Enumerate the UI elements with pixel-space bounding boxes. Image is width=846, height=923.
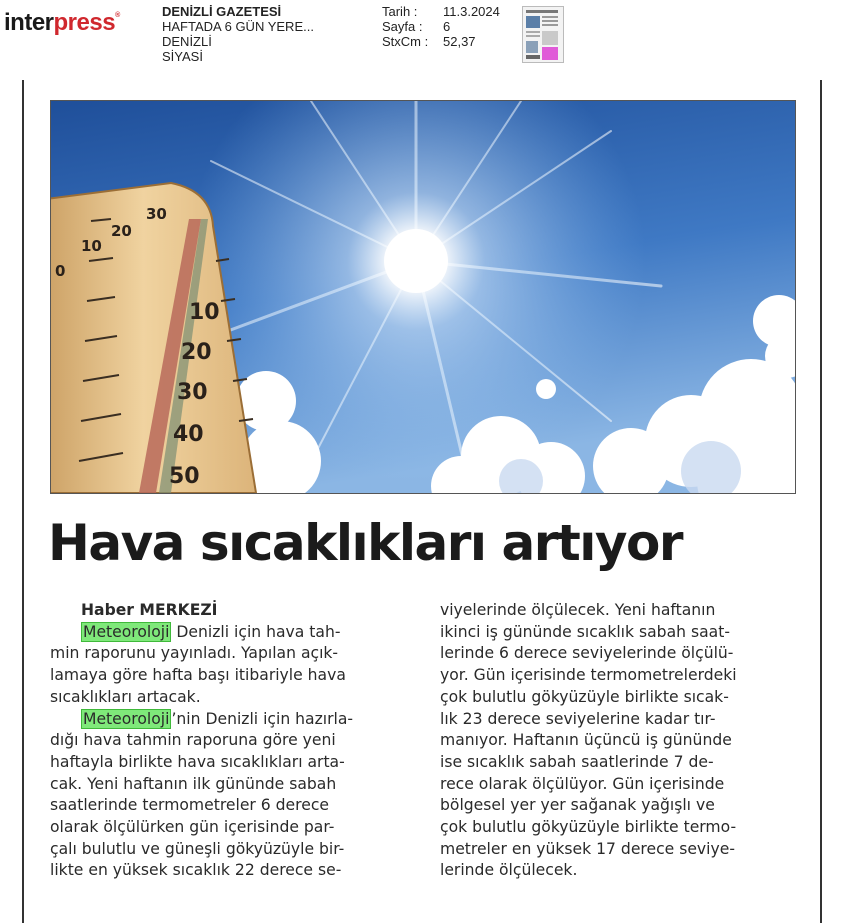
- text-line: viyelerinde ölçülecek. Yeni haftanın: [440, 601, 716, 619]
- article-column-1: [50, 600, 412, 882]
- thermo-num: 30: [177, 380, 208, 405]
- meta-page: Sayfa : 6: [382, 19, 451, 34]
- thermo-num: 10: [81, 237, 102, 255]
- highlighted-term[interactable]: Meteoroloji: [83, 622, 170, 641]
- text-line: Meteoroloji ’nin Denizli için hazırla-: [83, 709, 354, 728]
- article-byline: Haber MERKEZİ: [81, 601, 218, 619]
- text-line: saatlerinde termometreler 6 derece: [50, 796, 329, 815]
- thermo-num: 0: [55, 262, 66, 280]
- text-line: sıcaklıkları artacak.: [50, 687, 201, 706]
- text-line: çok bulutlu gökyüzüyle birlikte termo-: [440, 818, 737, 837]
- thermo-num: 50: [169, 464, 200, 489]
- article-column-2: [440, 600, 800, 882]
- text-line: yor. Gün içerisinde termometrelerdeki: [440, 666, 737, 685]
- publication-name: DENİZLİ GAZETESİ: [162, 4, 282, 19]
- publication-category: SİYASİ: [162, 49, 203, 64]
- column-rule-right: [820, 80, 822, 923]
- text-line: olarak ölçülürken gün içerisinde par-: [50, 818, 335, 837]
- column-rule-left: [22, 80, 24, 923]
- thermo-num: 10: [189, 300, 220, 325]
- text-line: bölgesel yer yer sağanak yağışlı ve: [440, 796, 715, 815]
- meta-stxcm: StxCm : 52,37: [382, 34, 476, 49]
- text-line: çalı bulutlu ve güneşli gökyüzüyle bir-: [50, 839, 345, 858]
- text-line: cak. Yeni haftanın ilk gününde sabah: [50, 774, 337, 793]
- text-line: haftayla birlikte hava sıcaklıkları arta-: [50, 752, 345, 771]
- text-line: min raporunu yayınladı. Yapılan açık-: [50, 644, 339, 663]
- meta-date: Tarih : 11.3.2024: [382, 4, 500, 19]
- text-line: lerinde 6 derece seviyelerinde ölçülü-: [440, 644, 734, 663]
- text-line: manıyor. Haftanın üçüncü iş gününde: [440, 731, 732, 750]
- text-line: lamaya göre hafta başı itibariyle hava: [50, 666, 346, 685]
- thermo-num: 40: [173, 422, 204, 447]
- text-line: likte en yüksek sıcaklık 22 derece se-: [50, 861, 342, 880]
- article-headline: Hava sıcaklıkları artıyor: [48, 514, 683, 572]
- text-line: rece olarak ölçülüyor. Gün içerisinde: [440, 774, 725, 793]
- publication-slogan: HAFTADA 6 GÜN YERE...: [162, 19, 314, 34]
- interpress-logo: interpress®: [4, 9, 120, 36]
- clipping-meta: [382, 4, 500, 49]
- text-line: ise sıcaklık sabah saatlerinde 7 de-: [440, 752, 714, 771]
- page-thumbnail[interactable]: [522, 6, 564, 63]
- text-line: çok bulutlu gökyüzüyle birlikte sıcak-: [440, 687, 729, 706]
- thermo-num: 20: [181, 340, 212, 365]
- text-line: lık 23 derece seviyelerine kadar tır-: [440, 709, 716, 728]
- publication-city: DENİZLİ: [162, 34, 212, 49]
- text-line: Meteoroloji Denizli için hava tah-: [83, 622, 341, 641]
- text-line: dığı hava tahmin raporuna göre yeni: [50, 731, 336, 750]
- thermo-num: 30: [146, 205, 167, 223]
- publication-info: [162, 4, 314, 64]
- text-line: metreler en yüksek 17 derece seviye-: [440, 839, 735, 858]
- text-line: ikinci iş gününde sıcaklık sabah saat-: [440, 622, 730, 641]
- thermo-num: 20: [111, 222, 132, 240]
- article-photo: [50, 100, 796, 494]
- highlighted-term[interactable]: Meteoroloji: [83, 709, 170, 728]
- text-line: lerinde ölçülecek.: [440, 861, 578, 880]
